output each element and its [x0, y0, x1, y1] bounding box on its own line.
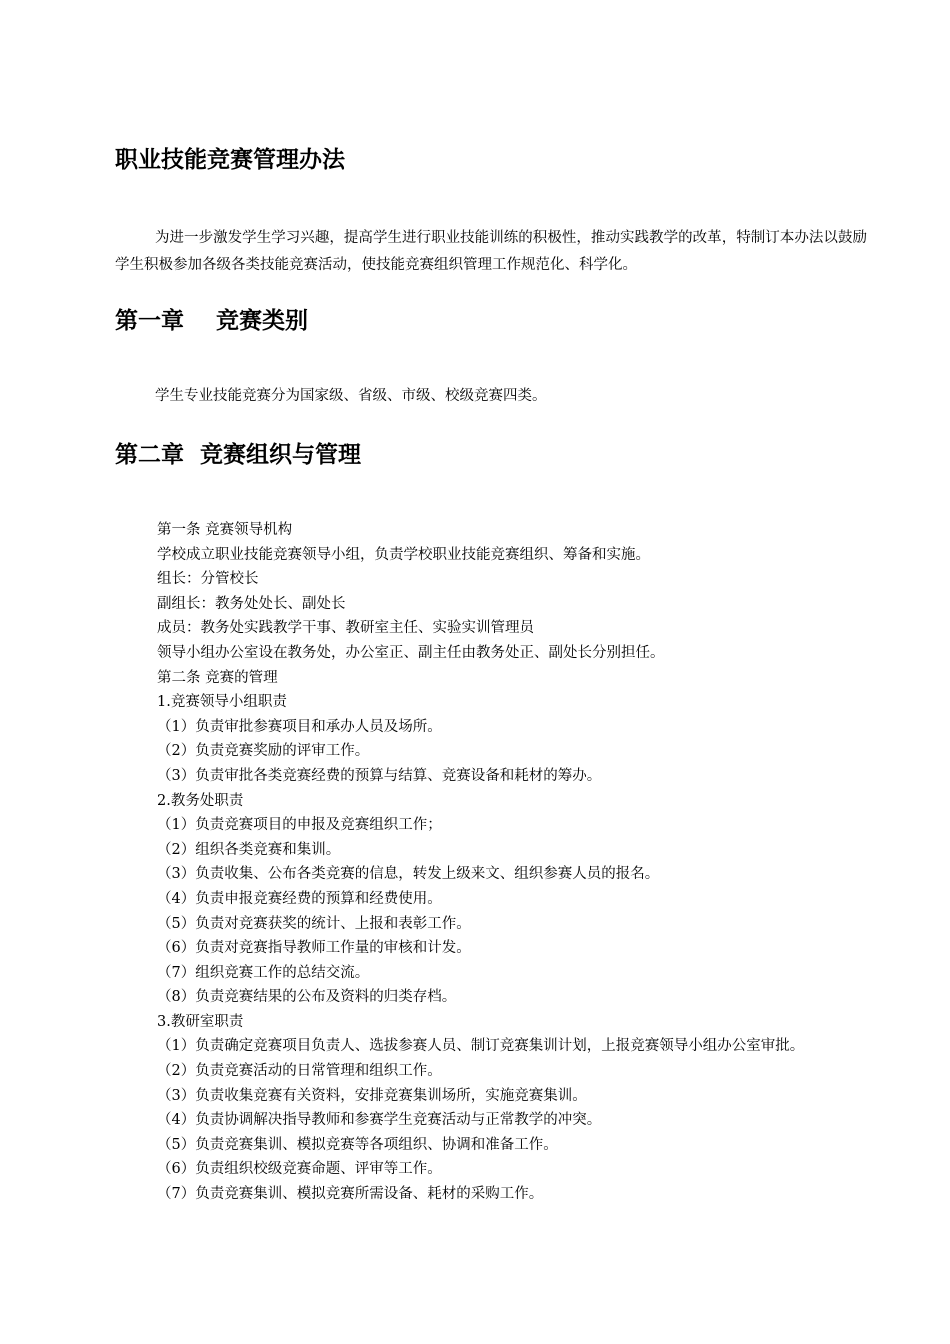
- chapter-2-body: [157, 518, 804, 1207]
- chapter-2-heading: 第二章 竞赛组织与管理: [115, 442, 362, 468]
- list-item: （7）组织竞赛工作的总结交流。: [157, 964, 370, 981]
- body-line: 领导小组办公室设在教务处，办公室正、副主任由教务处正、副处长分别担任。: [157, 644, 665, 661]
- chapter-1-heading: 第一章 竞赛类别: [115, 308, 309, 334]
- intro-paragraph: 为进一步激发学生学习兴趣，提高学生进行职业技能训练的积极性，推动实践教学的改革，特制订本办法以鼓励学生积极参加各级各类技能竞赛活动，使技能竞赛组织管理工作规范化、科学化。: [115, 230, 867, 273]
- list-item: （4）负责申报竞赛经费的预算和经费使用。: [157, 890, 442, 907]
- section-heading: 3.教研室职责: [157, 1013, 244, 1030]
- list-item: （3）负责审批各类竞赛经费的预算与结算、竞赛设备和耗材的筹办。: [157, 767, 602, 784]
- document-title: 职业技能竞赛管理办法: [115, 147, 345, 173]
- list-item: （5）负责竞赛集训、模拟竞赛等各项组织、协调和准备工作。: [157, 1136, 558, 1153]
- section-heading: 1.竞赛领导小组职责: [157, 694, 287, 711]
- body-line: 成员：教务处实践教学干事、教研室主任、实验实训管理员: [157, 620, 534, 637]
- list-item: （1）负责确定竞赛项目负责人、选拔参赛人员、制订竞赛集训计划，上报竞赛领导小组办公室审批。: [157, 1038, 805, 1055]
- list-item: （1）负责审批参赛项目和承办人员及场所。: [157, 718, 442, 735]
- list-item: （4）负责协调解决指导教师和参赛学生竞赛活动与正常教学的冲突。: [157, 1112, 602, 1129]
- list-item: （3）负责收集竞赛有关资料，安排竞赛集训场所，实施竞赛集训。: [157, 1087, 587, 1104]
- list-item: （7）负责竞赛集训、模拟竞赛所需设备、耗材的采购工作。: [157, 1186, 544, 1203]
- list-item: （6）负责对竞赛指导教师工作量的审核和计发。: [157, 940, 471, 957]
- article-1-heading: 第一条 竞赛领导机构: [157, 522, 293, 538]
- body-line: 学校成立职业技能竞赛领导小组，负责学校职业技能竞赛组织、筹备和实施。: [157, 546, 650, 563]
- list-item: （6）负责组织校级竞赛命题、评审等工作。: [157, 1161, 442, 1178]
- list-item: （2）组织各类竞赛和集训。: [157, 841, 341, 858]
- article-2-heading: 第二条 竞赛的管理: [157, 669, 278, 686]
- list-item: （3）负责收集、公布各类竞赛的信息，转发上级来文、组织参赛人员的报名。: [157, 866, 660, 883]
- list-item: （2）负责竞赛活动的日常管理和组织工作。: [157, 1063, 442, 1080]
- list-item: （5）负责对竞赛获奖的统计、上报和表彰工作。: [157, 915, 471, 932]
- section-heading: 2.教务处职责: [157, 792, 244, 809]
- list-item: （2）负责竞赛奖励的评审工作。: [157, 743, 370, 760]
- list-item: （1）负责竞赛项目的申报及竞赛组织工作；: [157, 817, 442, 834]
- chapter-1-text: 学生专业技能竞赛分为国家级、省级、市级、校级竞赛四类。: [155, 388, 547, 404]
- body-line: 组长：分管校长: [157, 571, 259, 588]
- list-item: （8）负责竞赛结果的公布及资料的归类存档。: [157, 989, 457, 1006]
- body-line: 副组长：教务处处长、副处长: [157, 595, 346, 612]
